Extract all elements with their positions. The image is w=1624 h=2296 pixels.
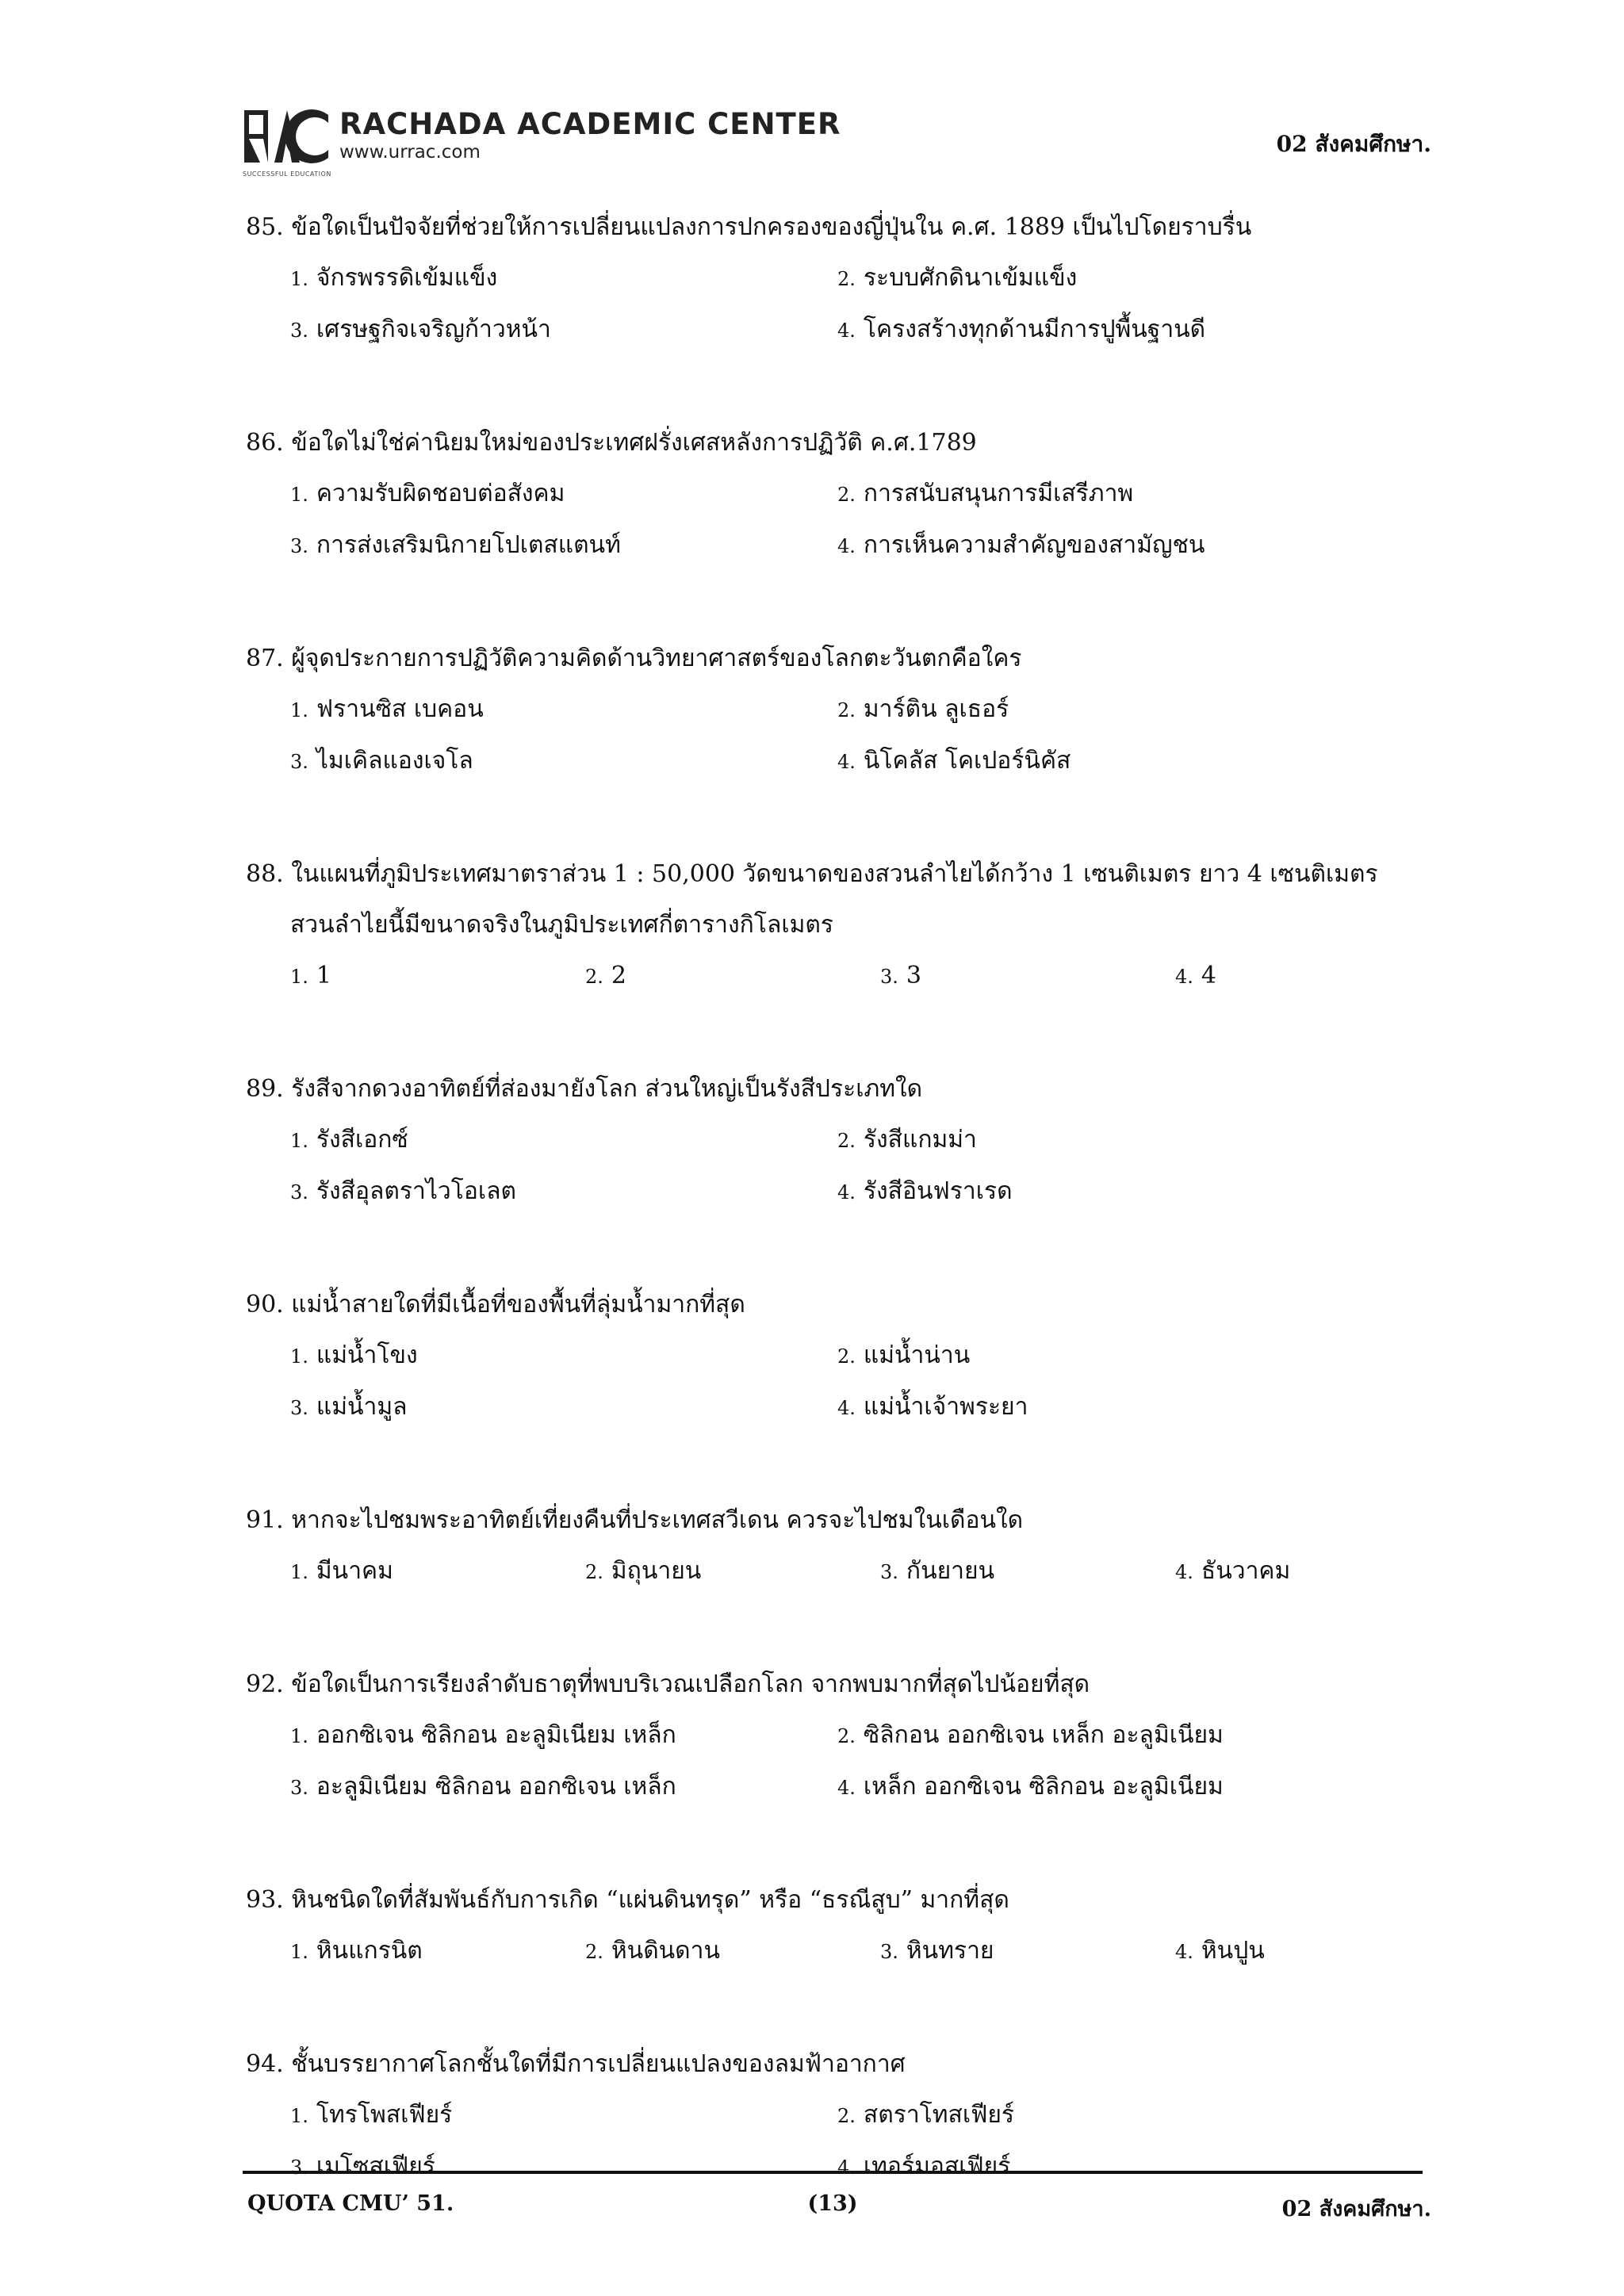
option-text: แม่น้ำน่าน: [863, 1341, 971, 1369]
option-text: หินแกรนิต: [316, 1937, 423, 1965]
answer-options: [246, 684, 1435, 787]
page-header: [243, 107, 1432, 178]
option-number: 2.: [585, 1561, 603, 1583]
option-number: 2.: [837, 2105, 856, 2127]
answer-option: [880, 1926, 1175, 1977]
question-number: 93.: [246, 1886, 284, 1914]
option-text: แม่น้ำโขง: [316, 1341, 418, 1369]
option-text: 2: [611, 962, 626, 989]
option-text: ไมเคิลแองเจโล: [316, 747, 473, 775]
option-text: เหล็ก ออกซิเจน ซิลิกอน อะลูมิเนียม: [863, 1773, 1224, 1800]
answer-option: [880, 1546, 1175, 1598]
option-text: 1: [316, 962, 331, 989]
option-text: ระบบศักดินาเข้มแข็ง: [863, 264, 1078, 292]
question-text: [246, 1875, 1435, 1926]
answer-option: [837, 469, 1385, 520]
option-text: เมโซสเฟียร์: [316, 2152, 435, 2180]
answer-option: [290, 684, 837, 736]
option-number: 4.: [837, 1777, 856, 1799]
option-number: 1.: [290, 1725, 308, 1747]
footer-exam-name: QUOTA CMU’ 51.: [247, 2191, 454, 2216]
question-number: 94.: [246, 2050, 284, 2078]
answer-option: [837, 736, 1385, 787]
option-text: หินปูน: [1201, 1937, 1265, 1965]
answer-option: [837, 1115, 1385, 1166]
answer-option: [1175, 1926, 1413, 1977]
option-number: 3.: [290, 1777, 308, 1799]
answer-option: [290, 1710, 837, 1762]
option-number: 1.: [290, 699, 308, 721]
option-number: 4.: [1175, 1561, 1193, 1583]
answer-option: [290, 253, 837, 304]
org-name: RACHADA ACADEMIC CENTER: [339, 107, 841, 141]
option-text: เทอร์มอสเฟียร์: [863, 2152, 1011, 2180]
answer-option: [290, 1115, 837, 1166]
option-number: 4.: [1175, 966, 1193, 988]
option-text: ความรับผิดชอบต่อสังคม: [316, 480, 565, 507]
option-number: 4.: [837, 535, 856, 557]
option-number: 3.: [290, 535, 308, 557]
question-stem: ข้อใดไม่ใช่ค่านิยมใหม่ของประเทศฝรั่งเศสหลังการปฏิวัติ ค.ศ.1789: [291, 429, 977, 457]
answer-option: [837, 1710, 1385, 1762]
question-block: [246, 2039, 1435, 2193]
answer-option: [837, 304, 1385, 356]
option-number: 2.: [837, 484, 856, 506]
question-number: 88.: [246, 860, 284, 888]
option-number: 1.: [290, 268, 308, 290]
question-number: 90.: [246, 1291, 284, 1318]
option-number: 1.: [290, 2105, 308, 2127]
question-text: [246, 633, 1435, 684]
question-number: 86.: [246, 429, 284, 457]
question-number: 89.: [246, 1075, 284, 1103]
answer-options: [246, 469, 1435, 572]
answer-option: [837, 1382, 1385, 1433]
question-text: [246, 2039, 1435, 2090]
answer-option: [290, 1546, 585, 1598]
option-text: โครงสร้างทุกด้านมีการปูพื้นฐานดี: [863, 316, 1206, 343]
answer-option: [290, 304, 837, 356]
question-block: [246, 418, 1435, 572]
question-stem: แม่น้ำสายใดที่มีเนื้อที่ของพื้นที่ลุ่มน้ำมากที่สุด: [291, 1291, 745, 1318]
option-number: 1.: [290, 484, 308, 506]
option-number: 2.: [837, 1345, 856, 1368]
option-number: 4.: [837, 2156, 856, 2179]
option-text: รังสีอินฟราเรด: [863, 1177, 1013, 1205]
option-text: รังสีอุลตราไวโอเลต: [316, 1177, 517, 1205]
option-number: 2.: [837, 1725, 856, 1747]
answer-option: [585, 1926, 880, 1977]
option-text: เศรษฐกิจเจริญก้าวหน้า: [316, 316, 551, 343]
option-text: แม่น้ำมูล: [316, 1393, 408, 1421]
question-stem: ข้อใดเป็นปัจจัยที่ช่วยให้การเปลี่ยนแปลงการปกครองของญี่ปุ่นใน ค.ศ. 1889 เป็นไปโดยราบรื่น: [291, 213, 1252, 241]
question-number: 87.: [246, 645, 284, 672]
question-block: [246, 1280, 1435, 1433]
option-number: 2.: [585, 966, 603, 988]
question-block: [246, 1495, 1435, 1598]
option-text: อะลูมิเนียม ซิลิกอน ออกซิเจน เหล็ก: [316, 1773, 676, 1800]
answer-option: [1175, 1546, 1413, 1598]
footer-divider: [243, 2171, 1423, 2174]
answer-option: [585, 1546, 880, 1598]
option-number: 2.: [837, 699, 856, 721]
answer-option: [837, 1762, 1385, 1813]
option-text: กันยายน: [906, 1557, 995, 1585]
question-text: [246, 1064, 1435, 1115]
question-stem: ผู้จุดประกายการปฏิวัติความคิดด้านวิทยาศาสตร์ของโลกตะวันตกคือใคร: [291, 645, 1022, 672]
answer-option: [290, 1382, 837, 1433]
question-stem-continuation: สวนลำไยนี้มีขนาดจริงในภูมิประเทศกี่ตารางกิโลเมตร: [290, 911, 833, 939]
option-number: 2.: [837, 1130, 856, 1152]
answer-option: [290, 2090, 837, 2141]
option-text: การสนับสนุนการมีเสรีภาพ: [863, 480, 1134, 507]
answer-option: [837, 2090, 1385, 2141]
answer-option: [290, 469, 837, 520]
question-number: 92.: [246, 1670, 284, 1698]
option-text: ฟรานซิส เบคอน: [316, 695, 484, 723]
question-stem: ข้อใดเป็นการเรียงลำดับธาตุที่พบบริเวณเปลือกโลก จากพบมากที่สุดไปน้อยที่สุด: [291, 1670, 1090, 1698]
option-number: 3.: [290, 1397, 308, 1419]
question-stem: หากจะไปชมพระอาทิตย์เที่ยงคืนที่ประเทศสวีเดน ควรจะไปชมในเดือนใด: [291, 1506, 1024, 1534]
option-number: 3.: [880, 1941, 898, 1963]
answer-option: [290, 520, 837, 572]
answer-option: [837, 2141, 1385, 2193]
option-text: ซิลิกอน ออกซิเจน เหล็ก อะลูมิเนียม: [863, 1721, 1224, 1749]
answer-option: [837, 253, 1385, 304]
option-text: นิโคลัส โคเปอร์นิคัส: [863, 747, 1071, 775]
option-number: 1.: [290, 966, 308, 988]
question-block: [246, 1875, 1435, 1977]
option-text: มาร์ติน ลูเธอร์: [863, 695, 1009, 723]
answer-option: [290, 1330, 837, 1382]
option-text: ธันวาคม: [1201, 1557, 1291, 1585]
option-number: 3.: [290, 2156, 308, 2179]
answer-options: [246, 1546, 1435, 1598]
question-text: [246, 202, 1435, 253]
answer-options: [246, 1330, 1435, 1433]
option-number: 4.: [837, 320, 856, 342]
option-text: สตราโทสเฟียร์: [863, 2101, 1015, 2129]
option-text: มีนาคม: [316, 1557, 393, 1585]
question-stem: หินชนิดใดที่สัมพันธ์กับการเกิด “แผ่นดินทรุด” หรือ “ธรณีสูบ” มากที่สุด: [291, 1886, 1009, 1914]
answer-options: [246, 1926, 1435, 1977]
question-block: [246, 1064, 1435, 1218]
question-block: [246, 202, 1435, 356]
option-text: จักรพรรดิเข้มแข็ง: [316, 264, 498, 292]
question-number: 85.: [246, 213, 284, 241]
org-tagline: SUCCESSFUL EDUCATION: [243, 170, 331, 178]
question-stem: ในแผนที่ภูมิประเทศมาตราส่วน 1 : 50,000 วัดขนาดของสวนลำไยได้กว้าง 1 เซนติเมตร ยาว 4 เซนติเมตร: [291, 860, 1378, 888]
question-block: [246, 633, 1435, 787]
option-number: 4.: [1175, 1941, 1193, 1963]
option-number: 1.: [290, 1130, 308, 1152]
answer-option: [290, 1926, 585, 1977]
option-text: หินทราย: [906, 1937, 994, 1965]
answer-option: [1175, 951, 1413, 1002]
option-text: โทรโพสเฟียร์: [316, 2101, 453, 2129]
option-text: การเห็นความสำคัญของสามัญชน: [863, 531, 1205, 559]
question-text: [246, 418, 1435, 469]
answer-option: [837, 684, 1385, 736]
header-subject: 02 สังคมศึกษา.: [1276, 131, 1431, 157]
answer-option: [290, 736, 837, 787]
answer-option: [837, 1330, 1385, 1382]
answer-option: [837, 520, 1385, 572]
option-number: 3.: [290, 1181, 308, 1203]
option-text: มิถุนายน: [611, 1557, 702, 1585]
option-text: หินดินดาน: [611, 1937, 721, 1965]
question-text: [246, 849, 1435, 900]
answer-options: [246, 2090, 1435, 2193]
question-text: [246, 1659, 1435, 1710]
answer-option: [290, 1166, 837, 1218]
option-number: 3.: [880, 966, 898, 988]
footer-page-number: (13): [807, 2191, 858, 2216]
question-text: [246, 1280, 1435, 1330]
option-text: แม่น้ำเจ้าพระยา: [863, 1393, 1028, 1421]
option-text: รังสีเอกซ์: [316, 1126, 408, 1154]
option-text: 3: [906, 962, 921, 989]
option-number: 1.: [290, 1941, 308, 1963]
answer-option: [880, 951, 1175, 1002]
question-text: [246, 1495, 1435, 1546]
question-stem: ชั้นบรรยากาศโลกชั้นใดที่มีการเปลี่ยนแปลงของลมฟ้าอากาศ: [291, 2050, 906, 2078]
option-text: 4: [1201, 962, 1216, 989]
option-number: 1.: [290, 1561, 308, 1583]
answer-options: [246, 1115, 1435, 1218]
option-number: 3.: [290, 751, 308, 773]
option-number: 3.: [880, 1561, 898, 1583]
option-text: การส่งเสริมนิกายโปเตสแตนท์: [316, 531, 621, 559]
option-text: ออกซิเจน ซิลิกอน อะลูมิเนียม เหล็ก: [316, 1721, 676, 1749]
answer-options: [246, 253, 1435, 356]
question-stem: รังสีจากดวงอาทิตย์ที่ส่องมายังโลก ส่วนใหญ่เป็นรังสีประเภทใด: [291, 1075, 923, 1103]
answer-options: [246, 951, 1435, 1002]
question-number: 91.: [246, 1506, 284, 1534]
option-text: รังสีแกมม่า: [863, 1126, 977, 1154]
footer-subject: 02 สังคมศึกษา.: [1281, 2197, 1431, 2221]
org-url: www.urrac.com: [339, 142, 481, 163]
option-number: 2.: [585, 1941, 603, 1963]
answer-option: [837, 1166, 1385, 1218]
answer-option: [290, 2141, 837, 2193]
question-list: [246, 202, 1435, 2255]
rac-logo-icon: [243, 107, 331, 169]
option-number: 4.: [837, 751, 856, 773]
answer-options: [246, 1710, 1435, 1813]
answer-option: [585, 951, 880, 1002]
answer-option: [290, 1762, 837, 1813]
option-number: 3.: [290, 320, 308, 342]
option-number: 1.: [290, 1345, 308, 1368]
option-number: 4.: [837, 1397, 856, 1419]
option-number: 2.: [837, 268, 856, 290]
question-block: [246, 1659, 1435, 1813]
answer-option: [290, 951, 585, 1002]
question-block: [246, 849, 1435, 1002]
option-number: 4.: [837, 1181, 856, 1203]
